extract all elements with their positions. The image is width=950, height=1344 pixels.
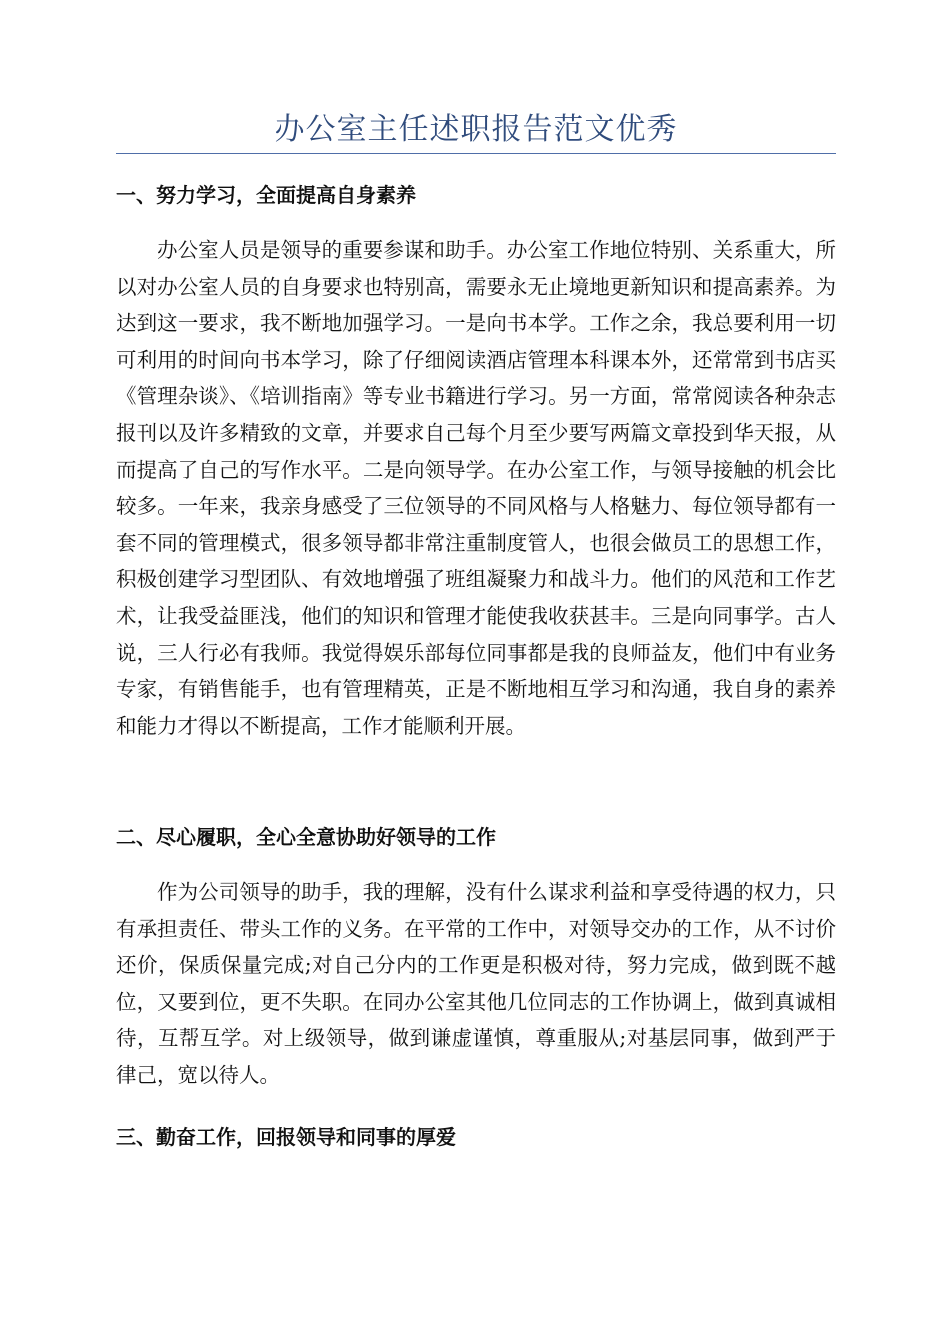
section-1-paragraph: 办公室人员是领导的重要参谋和助手。办公室工作地位特别、关系重大，所以对办公室人员的自身要求也特别高，需要永无止境地更新知识和提高素养。为达到这一要求，我不断地加强学习。一是向书本学。工作之余，我总要利用一切可利用的时间向书本学习，除了仔细阅读酒店管理本科课本外，还常常到书店买《管理杂谈》、《培训指南》等专业书籍进行学习。另一方面，常常阅读各种杂志报刊以及许多精致的文章，并要求自己每个月至少要写两篇文章投到华天报，从而提高了自己的写作水平。二是向领导学。在办公室工作，与领导接触的机会比较多。一年来，我亲身感受了三位领导的不同风格与人格魅力、每位领导都有一套不同的管理模式，很多领导都非常注重制度管人，也很会做员工的思想工作，积极创建学习型团队、有效地增强了班组凝聚力和战斗力。他们的风范和工作艺术，让我受益匪浅，他们的知识和管理才能使我收获甚丰。三是向同事学。古人说，三人行必有我师。我觉得娱乐部每位同事都是我的良师益友，他们中有业务专家，有销售能手，也有管理精英，正是不断地相互学习和沟通，我自身的素养和能力才得以不断提高，工作才能顺利开展。 — [116, 238, 836, 738]
document-title: 办公室主任述职报告范文优秀 — [274, 112, 678, 147]
section-1-heading: 一、努力学习，全面提高自身素养 — [116, 183, 416, 207]
section-3-heading: 三、勤奋工作，回报领导和同事的厚爱 — [116, 1125, 456, 1149]
section-2-heading: 二、尽心履职，全心全意协助好领导的工作 — [116, 825, 496, 849]
title-underline — [116, 153, 836, 154]
section-2-paragraph: 作为公司领导的助手，我的理解，没有什么谋求利益和享受待遇的权力，只有承担责任、带头工作的义务。在平常的工作中，对领导交办的工作，从不讨价还价，保质保量完成;对自己分内的工作更是积极对待，努力完成，做到既不越位，又要到位，更不失职。在同办公室其他几位同志的工作协调上，做到真诚相待，互帮互学。对上级领导，做到谦虚谨慎，尊重服从;对基层同事，做到严于律己，宽以待人。 — [116, 880, 836, 1087]
